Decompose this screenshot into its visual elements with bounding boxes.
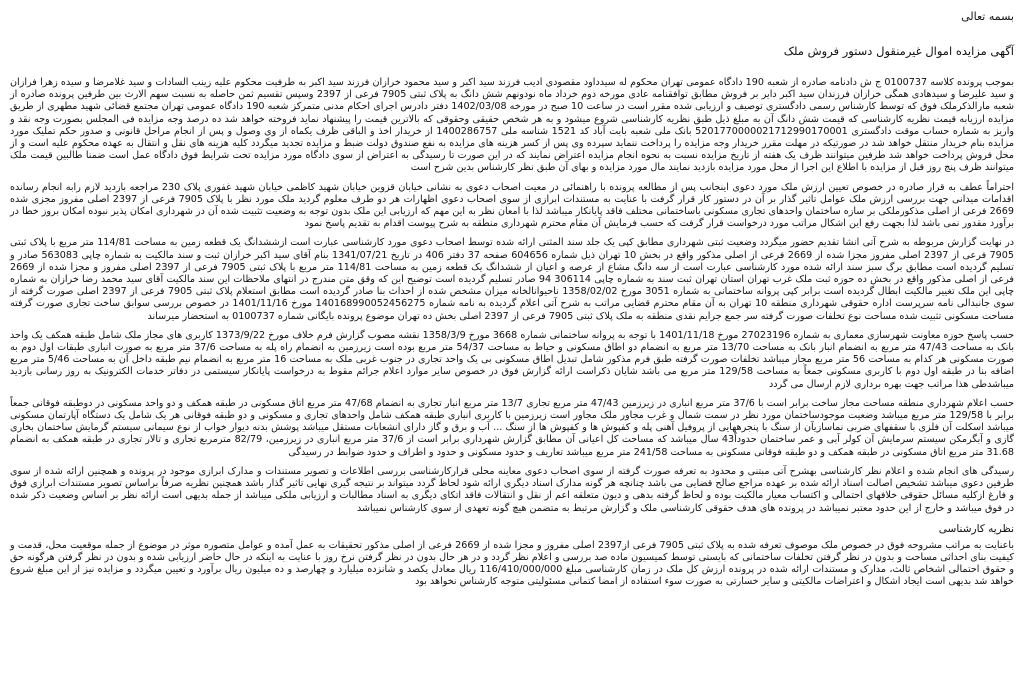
auction-title: آگهی مزایده اموال غیرمنقول دستور فروش ملک — [783, 44, 1014, 58]
paragraph-gap — [10, 459, 1014, 466]
paragraph-gap — [10, 391, 1014, 398]
paragraph-registration-status: در نهایت گزارش مربوطه به شرح آتی انشا تقدیم حضور میگردد وضعیت ثبتی شهرداری مطابق کپی یک جلد سند المثنی ارائه شده توسط اصحاب دعوی مورد کارشناسی عبارت است ازششدانگ یک قطعه زمین به مساحت 114/81 متر مربع با پلاک ثبتی 7905 فرعی از 2397 اصلی مفروز مجزا شده از 2669 فرعی از اصلی مذکور واقع در بخش 10 تهران ذیل شماره 604656 صفحه 37 دفتر 406 در تاریخ 1341/07/21 بنام آقای سید اکبر خرازان ثبت و سند مالکیت به شماره چاپی 563083 صادر و تسلیم گردیده است مطابق برگ سبز سند ارائه شده مورد کارشناسی عبارت است از سه دانگ مشاع از عرصه و اعیان از ششدانگ یک قطعه زمین به مساحت 114/81 متر مربع با پلاک ثبتی 7905 فرعی از 2397 اصلی مفروز و مجزا شده از 2669 فرعی از اصلی مذکور واقع در بخش ده حوزه ثبت ملک غرب تهران استان تهران ثبت سند به شماره چاپی 306114 94 صادر تسلیم گردیده است توضیح این که وقق متن مندرج در انتهای ملاحظات این سند مالکیت آقای سید محمد رضا خرازان به شماره چاپی این ملک تغییر مالکیت ابطال گردیده است برابر کپی پروانه ساختمانی به شماره 3051 مورخ 1358/02/02 ناحیوانالخانه میزان مشخص شده از احداث بنا صادر گردیده است مطابق استعلام پلاک ثبتی 7905 فرعی از 2397 اصلی صورت گرفته از سوی جانبدالی نامه سرپرست اداره حقوقی شهرداری منطقه 10 تهران به آن مقام محترم قضایی مراتب به شرح آتی اعلام گردیده به نامه شماره 140168990052456275 مورخ 1401/11/16 در خصوص بررسی سوابق ساخت تجاری صورت گرفته مساحت مسکونی تثبیت شده مساحت نوع تخلفات صورت گرفته سر جمع جرایم نقدی منطقه به ملک پلاک ثبتی 7905 فرعی از 2397 اصلی بخش ده تهران موضوع پرونده بایگانی شماره 0100737 به استحضار میرساند — [10, 237, 1014, 322]
paragraph-expert-limitations: رسیدگی های انجام شده و اعلام نظر کارشناسی بهشرح آتی مبتنی و محدود به تعرفه صورت گرفته از سوی اصحاب دعوی معاینه محلی قرارکارشناسی بررسی اطلاعات و تصویر مستندات و مدارک ابرازی موجود در پرونده و همچنین ارائه شده از سوی طرفین دعوی میباشد تشخیص اصالت اسناد ارائه شده بر عهده مراجع صالح قضایی می باشد چنانچه هر گونه مدارک اسناد دیگری ارائه شود لحاظ گردد میتواند بر نتیجه گیری نهایی تاثیر گذار باشد همچنین نظریه صرفاً براساس تصویر مستندات ابرازی فوق و فارغ ازکلیه مسائل حقوقی خلافهای احتمالی و اکتساب معیار مالکیت بوده و لحاظ گرفته بدهی و دیون متعلقه اعم از نقل و انتقالات فاقد اتکای دیگری به اسناد مطالبات و ارزیابی ملکی میباشد از جمله بدیهی است ارائه نظر بر اساس وضعیت ذکر شده در فوق میباشد و خارج از این حدود معتبر نمیباشد در پرونده های هدف حقوقی کارشناسی ملک و گزارش مرتبط به متضمن هیچ گونه تعهدی از سوی کارشناس نمیباشد — [10, 465, 1014, 514]
paragraph-gap — [10, 323, 1014, 330]
besmellah-line: بسمه تعالی — [961, 10, 1014, 23]
paragraph-expert-visit: احتراماً عطف به قرار صادره در خصوص تعیین ارزش ملک مورد دعوی اینجانب پس از مطالعه پرونده با راهنمائی در معیت اصحاب دعوی به نشانی خیابان قزوین خیابان شهید کاظمی خیابان شهید غفوری پلاک 230 مراجعه بازدید لازم رابه انجام رسانده اقدامات میدانی جهت بررسی ارزش ملک عوامل تاثیر گذار بر آن در دستور کار قرار گرفت با عنایت به مستندات ابرازی از سوی اصحاب دعوی اظهارات هر دو طرف معلوم گردید ملک مورد نظر با پلاک 7905 فرعی از 2397 اصلی مفروز مجزی شده 2669 فرعی از اصلی مذکورملکی بر سازه ساختمان واحدهای تجاری مسکونی باساختمانی مختلف فاقد پایانکار میباشد لذا با امعان نظر به این مهم که ارزیابی این ملک بدون توجه به وضعیت تثبیت شده آن در شهرداری امکان پذیر نبوده امکان بروز خطا در برآورد مقدور نمی باشد لذا بجهت رفع این اشکال مراتب مورد درخواست قرار گرفت که حسب فرمایش آن مقام محترم شهرداری منطقه به شرح پیوست اقدام به تقدیم پاسخ نمود — [10, 181, 1015, 230]
paragraph-municipality-response: حسب پاسخ حوزه معاونت شهرسازی معماری به شماره 27023196 مورخ 1401/11/18 با توجه به پروانه ساختمانی شماره 3668 مورخ 1358/3/9 نقشه مصوب گزارش فرم خلاف مورخ 1373/9/22 کاربری های مجاز ملک شامل طبقه همکف یک واحد بانک به مساحت 47/43 متر مربع به انضمام انبار بانک به مساحت 13/70 متر مربع به انضمام دو اطاق مسکونی و حیاط به مساحت 54/37 متر مربع بوده است زیرزمین به انضمام راه پله به مساحت 37/6 متر مربع به صورت انباری طبقات اول دوم به صورت مسکونی هر کدام به مساحت 56 متر مربع مجاز میباشد تخلفات صورت گرفته طبق فرم مذکور شامل تبدیل اطاق مسکونی بی یک واحد تجاری در جنوب غربی ملک به مساحت 16 متر مربع به انضمام نیم طبقه داخل آن به مساحت 5/46 متر مربع اضافه بنا در طبقه اول دوم با کاربری مسکونی جمعاً به مساحت 129/58 متر مربع می باشد شایان ذکراست ارائه گزارش فوق در خصوص سایر موارد اعلام جرائم مقوط به درخواست پایانکار سیستمی در دفاتر خدمات الکترونیک به روز رسانی بازدید میباشدطی هذا مراتب جهت بهره برداری لازم ارسال می گردد — [10, 329, 1015, 390]
paragraph-case-order: بموجب پرونده کلاسه 0100737 ج ش دادنامه صادره از شعبه 190 دادگاه عمومی تهران محکوم له سیدداود مقصودی ادیب فرزند سید اکبر و سید محمود خرازان فرزند سید اکبر به طرفیت محکوم علیه زینب السادات و سید غلامرضا و سیده زهرا فرازان و سید علیرضا و سیدهادی همگی خرازان فرزندان سید اکبر دایر بر فروش مطابق توافقنامه عادی مورخه دوم خرداد ماه نودونهم شش دانگ به پلاک ثبتی 7905 فرعی از 2397 وسپس تقسیم ثمن حاصله به نسبت سهم الارث بین طرفین پرونده صادره از شعبه مارالذکرملک فوق که توسط کارشناس رسمی دادگستری توصیف و ارزیابی شده مقرر است در ساعت 10 صبح در مورخه 1402/03/08 دفتر دادرس اجرای احکام مدنی متمرکز شعبه 190 دادگاه عمومی تهران مجتمع قضائی شهید مطهری از طریق مزایده ارزیابه قیمت نظریه کارشناسی که قیمت شش دانگ آن به مبلغ ذیل طبق نظریه کارشناسی شروع میشود و به هر شخص حقیقی وحقوقی که بالاترین قیمت را پیشنهاد نماید فروخته خواهد شد ده درصد وجه مزایده فی المجلس بصورت وجه نقد و واریز به شماره حساب موقت دادگستری 5201770000021712990170001 بانک ملی شعبه بابت آباد کد 1521 شناسه ملی 1400286757 از خریدار اخذ و الباقی ظرف یکماه از وی وصول و پس از انجام مراحل قانونی و صدور حکم تملیک مورد مزایده بنام خریدار منتقل خواهد شد در صورتیکه در مهلت مقرر خریدار وجه مزایده را پرداخت ننماید سپرده وی پس از کسر هزینه های مزایده به نفع صندوق دولت ضبط و مزایده تجدید میگردد کلیه هزینه های نقل و انتقال به عهده محکوم علیه است و از محل فروش پرداخت خواهد شد طرفین میتوانند ظرف یک هفته از تاریخ مزایده نسبت به نحوه انجام مزایده اعتراض نمایند که در این صورت تا رسیدگی به اعتراض از سوی دادگاه مورد مزایده تحت شرایط فوق دادگاه عمل است ضمنا طالبین قیمت ملک میتوانند ظرف پنج روز قبل از مزایده با اطلاع این اجرا از محل مورد مزایده بازدید نمایند مال مورد مزایده و بهای آن طبق نظر کارشناس بدین شرح است — [10, 77, 1015, 174]
paragraph-building-description: حسب اعلام شهرداری منطقه مساحت مجاز ساخت برابر است با 37/6 متر مربع انباری در زیرزمین 47/43 متر مربع تجاری 13/7 متر مربع انبار تجاری به انضمام 47/68 متر مربع اتاق مسکونی در طبقه همکف و دو واحد مسکونی در دوطبقه فوقانی جمعاً برابر با 129/58 متر مربع میباشد وضعیت موجودساختمان مورد نظر در سمت شمال و غرب مجاور ملک مجاور است زیرزمین با کاربری انباری طبقه همکف شامل واحدهای تجاری و مسکونی و دو طبقه فوقانی هر یک شامل یک دستگاه آپارتمان مسکونی میباشد اسکلت آن فلزی با سقفهای ضربی نماسازیآن از سنگ با پنجرههایی از پروفیل آهنی پله و کفپوش ها و کفپوش ها از سنگ ... آب و برق و گاز دارای انشعابات مستقل میباشد پوشش بدنه دیوار خواب از نوع سیمانی سیستم گرمایش ساختمان بخاری گازی و آبگرمکن سیستم سرمایش آن کولر آبی و عمر ساختمان حدوداً43 سال میباشد که مساحت کل اعیانی آن مطابق گزارش شهرداری برابر است از 37/6 متر مربع انباری در زیرزمین، 82/79 مترمربع تجاری و تالار تجاری در طبقه همکف به انضمام 31.68 متر مربع اتاق مسکونی در طبقه همکف و دو طبقه فوقانی مسکونی به مساحت 241/58 متر مربع میباشد تعاریف و حدود مسکونی و حدود و اطراف و حدود ضوابط در رسیدگی — [10, 397, 1015, 458]
expert-opinion-heading: نظریه کارشناسی — [938, 522, 1014, 535]
paragraph-expert-opinion: باعنایت به مراتب مشروحه فوق در خصوص ملک موصوف تعرفه شده به پلاک ثبتی 7905 فرعی از2397 اصلی مفروز و مجزا شده از 2669 فرعی از اصلی مذکور تحقیقات به عمل آمده و عوامل متصوره موثر در موضوع از جمله موقعیت محل، قدمت و کیفیت بنای احداثی مساحت و بدون در نظر گرفتن تخلفات ساختمانی که بایستی توسط کمیسیون ماده صد بررسی و اعلام نظر گردد و در هر حال بدون در نظر گرفتن نرخ روز با عنایت به اینکه در حال حاضر ارزیابی شده و بدون در نظر گرفتن هرگونه حق و حقوق احتمالی اشخاص ثالث، مدارک و مستندات ارائه شده در پرونده ارزش کل ملک در زمان کارشناسی مبلغ 116/410/000/000 ریال معادل یکصد و شانزده میلیارد و چهارصد و ده میلیون ریال برآورد و تعیین میگردد و مزایده نیز از این مبلغ شروع خواهد شد بدیهی است ایجاد اشکال و اعتراضات مالکیتی و سایر خسارتی به صورت سوء استفاده از امضا کتمانی مسئولیتی متوجه کارشناس نخواهد بود — [10, 539, 1014, 588]
paragraph-gap — [10, 175, 1014, 182]
